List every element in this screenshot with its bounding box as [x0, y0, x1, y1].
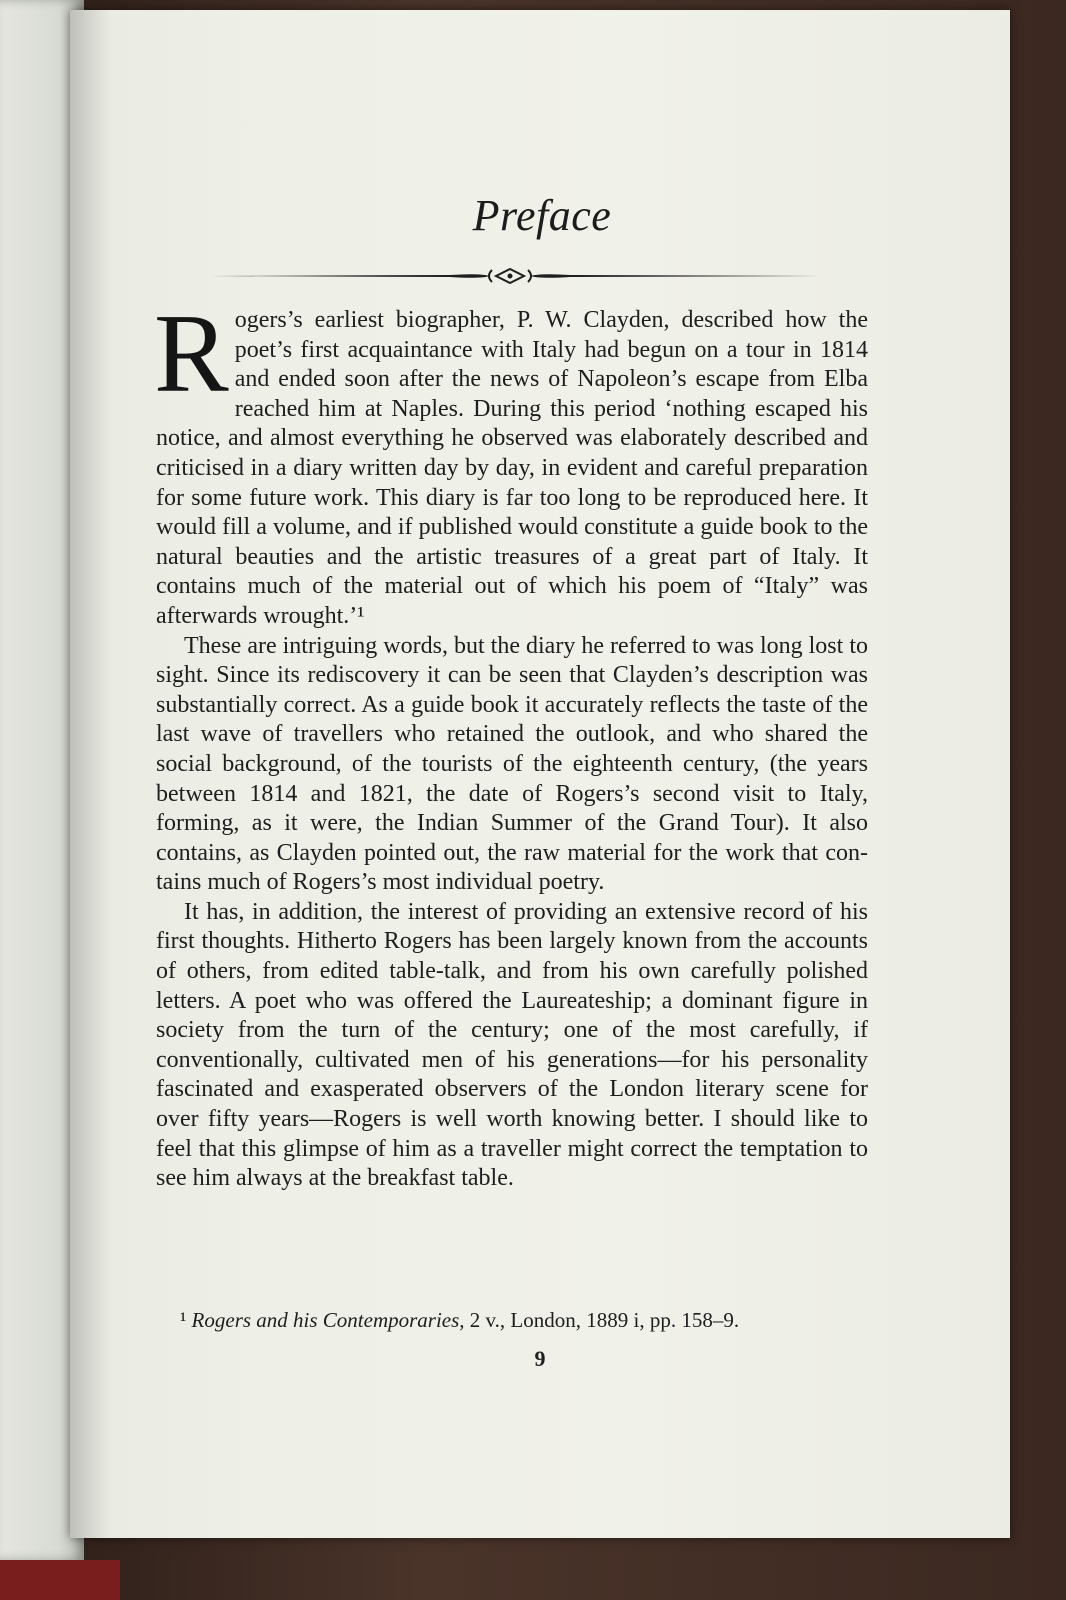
book-page [70, 10, 1010, 1538]
footnote [180, 1308, 880, 1333]
footnote-marker: ¹ [180, 1308, 187, 1332]
paragraph-3: It has, in addition, the interest of providing an extensive record of his first thoughts. Hitherto Rogers has been largely known from the accounts of others, from edited table-talk, and from his own carefully polished letters. A poet who was offered the Laureateship; a dominant figure in society from the turn of the century; one of the most carefully, if conventionally, cultivated men of his generations—for his personality fascinated and exasperated observers of the London literary scene for over fifty years—Rogers is well worth knowing better. I should like to feel that this glimpse of him as a traveller might correct the temptation to see him always at the breakfast table. [156, 898, 868, 1192]
paragraph-1 [154, 292, 868, 632]
paragraph-1-text: ogers’s earliest biographer, P. W. Clayden, described how the poet’s first acquaintance with Italy had begun on a tour in 1814 and ended soon after the news of Napoleon’s escape from Elba reached him at Naples. During this period ‘nothing escaped his notice, and almost everything he observed was elaborately described and criticised in a diary written day by day, in evident and careful preparation for some future work. This diary is far too long to be reproduced here. It would fill a volume, and if published would constitute a guide book to the natural beauties and the artistic treasures of a great part of Italy. It contains much of the material out of which his poem of “Italy” was afterwards wrought.’¹ [156, 307, 868, 629]
paragraph-2: These are intriguing words, but the diary he referred to was long lost to sight. Since its rediscovery it can be seen that Clayden’s description was substantially correct. As a guide book it accurately reflects the taste of the last wave of travellers who retained the outlook, and who shared the social background, of the tourists of the eighteenth century, (the years between 1814 and 1821, the date of Rogers’s second visit to Italy, forming, as it were, the Indian Summer of the Grand Tour). It also contains, as Clayden pointed out, the raw material for the work that contains much of Rogers’s most individual poetry. [156, 632, 868, 896]
book-cover-edge [0, 1560, 120, 1600]
page-title: Preface [472, 191, 612, 240]
page-number: 9 [534, 1346, 546, 1371]
footnote-rest: 2 v., London, 1889 i, pp. 158–9. [464, 1308, 740, 1332]
drop-cap: R [154, 292, 229, 416]
body-text [154, 292, 868, 1194]
ornament-divider-icon [210, 266, 820, 286]
footnote-title: Rogers and his Contemporaries, [191, 1308, 465, 1332]
